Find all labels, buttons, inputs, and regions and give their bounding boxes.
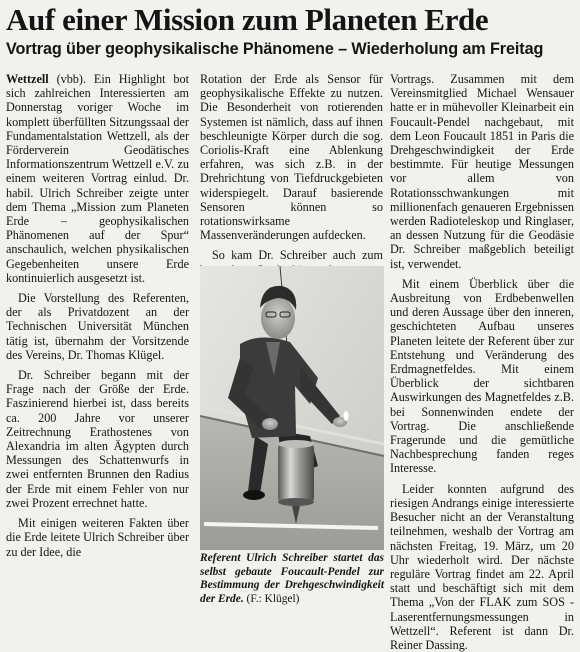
dateline: Wettzell	[6, 72, 49, 86]
paragraph: So kam Dr. Schreiber auch zum	[212, 248, 383, 263]
paragraph: Leider konnten aufgrund des riesigen Andrangs einige interessierte Besucher nicht an der Veranstaltung teilnehmen, weshalb der Vortrag am nächsten Freitag, 19. März, um 20 Uhr wiederholt wird. Der nächste reguläre Vortrag findet am 22. April statt und beschäftigt sich mit dem Thema „Von der FLAK zum SOS - Laserentfernungsmessungen in Wettzell“. Referent ist dann Dr. Reiner Dassing.	[390, 481, 574, 652]
article-column-3	[390, 72, 574, 652]
photo-credit: (F.: Klügel)	[246, 592, 300, 605]
caption-text: Referent Ulrich Schreiber startet das selbst gebaute Foucault-Pendel zur Bestimmung der Drehgeschwindigkeit der Erde.	[200, 552, 384, 605]
subheadline: Vortrag über geophysikalische Phänomene – Wiederholung am Freitag	[6, 40, 544, 58]
article-column-1	[6, 72, 189, 559]
paragraph: Mit einigen weiteren Fakten über die Erde leitete Ulrich Schreiber über zu der Idee, die	[6, 516, 189, 559]
article-column-2	[200, 72, 383, 277]
article-photo	[200, 266, 384, 550]
headline: Auf einer Mission zum Planeten Erde	[6, 2, 489, 37]
paragraph: Vortrags. Zusammen mit dem Vereinsmitglied Michael Wensauer hatte er in mühevoller Kleinarbeit ein Foucault-Pendel nachgebaut, mit dem Leon Foucault 1851 in Paris die Drehgeschwindigkeit der Erde bestimmte. Für heutige Messungen vor allem von Rotationsschwankungen mit millionenfach genaueren Ergebnissen werden Radioteleskop und Ringlaser, an dessen Nutzung für die Geodäsie Dr. Schreiber maßgeblich beteiligt ist, verwendet.	[390, 72, 574, 271]
paragraph: Dr. Schreiber begann mit der Frage nach der Größe der Erde. Faszinierend hierbei ist, dass bereits ca. 200 Jahre vor unserer Zeitrechnung Erathostenes von Alexandria im alten Ägypten durch Messungen des Schattenwurfs in zwei entfernten Brunnen den Radius der Erde mit einem Fehler von nur zwei Prozent errechnet hatte.	[6, 368, 189, 510]
paragraph: Die Vorstellung des Referenten, der als Privatdozent an der Technischen Universität München tätig ist, übernahm der Vorsitzende des Vereins, Dr. Thomas Klügel.	[6, 291, 189, 362]
photo-foucault-pendulum	[200, 266, 384, 550]
paragraph: Mit einem Überblick über die Ausbreitung von Erdbebenwellen und deren Aussage über den inneren, geschichteten Aufbau unseres Planeten leitete der Referent über zur Entstehung und Veränderung des Erdmagnetfeldes. Mit einem Überblick der sichtbaren Auswirkungen des Magnetfeldes z.B. bei Sonnenwinden endete der Vortrag. Die anschließende Fragerunde und die gemütliche Nachbesprechung fanden reges Interesse.	[390, 276, 574, 476]
paragraph: Rotation der Erde als Sensor für geophysikalische Effekte zu nutzen. Die Besonderheit von rotierenden Systemen ist nämlich, dass auf ihnen beschleunigte Körper durch die sog. Coriolis-Kraft eine Ablenkung erfahren, was sich z.B. in der Drehrichtung von Tiefdruckgebieten widerspiegelt. Darauf basierende Sensoren können so rotationswirksame Massenveränderungen aufdecken.	[200, 72, 383, 243]
photo-caption	[200, 552, 384, 606]
paragraph-text: (vbb). Ein Highlight bot sich zahlreichen Interessierten am Donnerstag voriger Woche im komplett überfüllten Sitzungssaal der Fundamentalstation Wettzell, als der Förderverein Geodätisches Informationszentrum Wettzell e.V. zu einem weiteren Vortrag einlud. Dr. habil. Ulrich Schreiber zeigte unter dem Thema „Mission zum Planeten Erde – geophysikalischen Phänomenen auf der Spur“ anschaulich, welchen physikalischen Gegebenheiten unsere Erde kontinuierlich ausgesetzt ist.	[6, 72, 189, 285]
paragraph	[6, 72, 189, 285]
